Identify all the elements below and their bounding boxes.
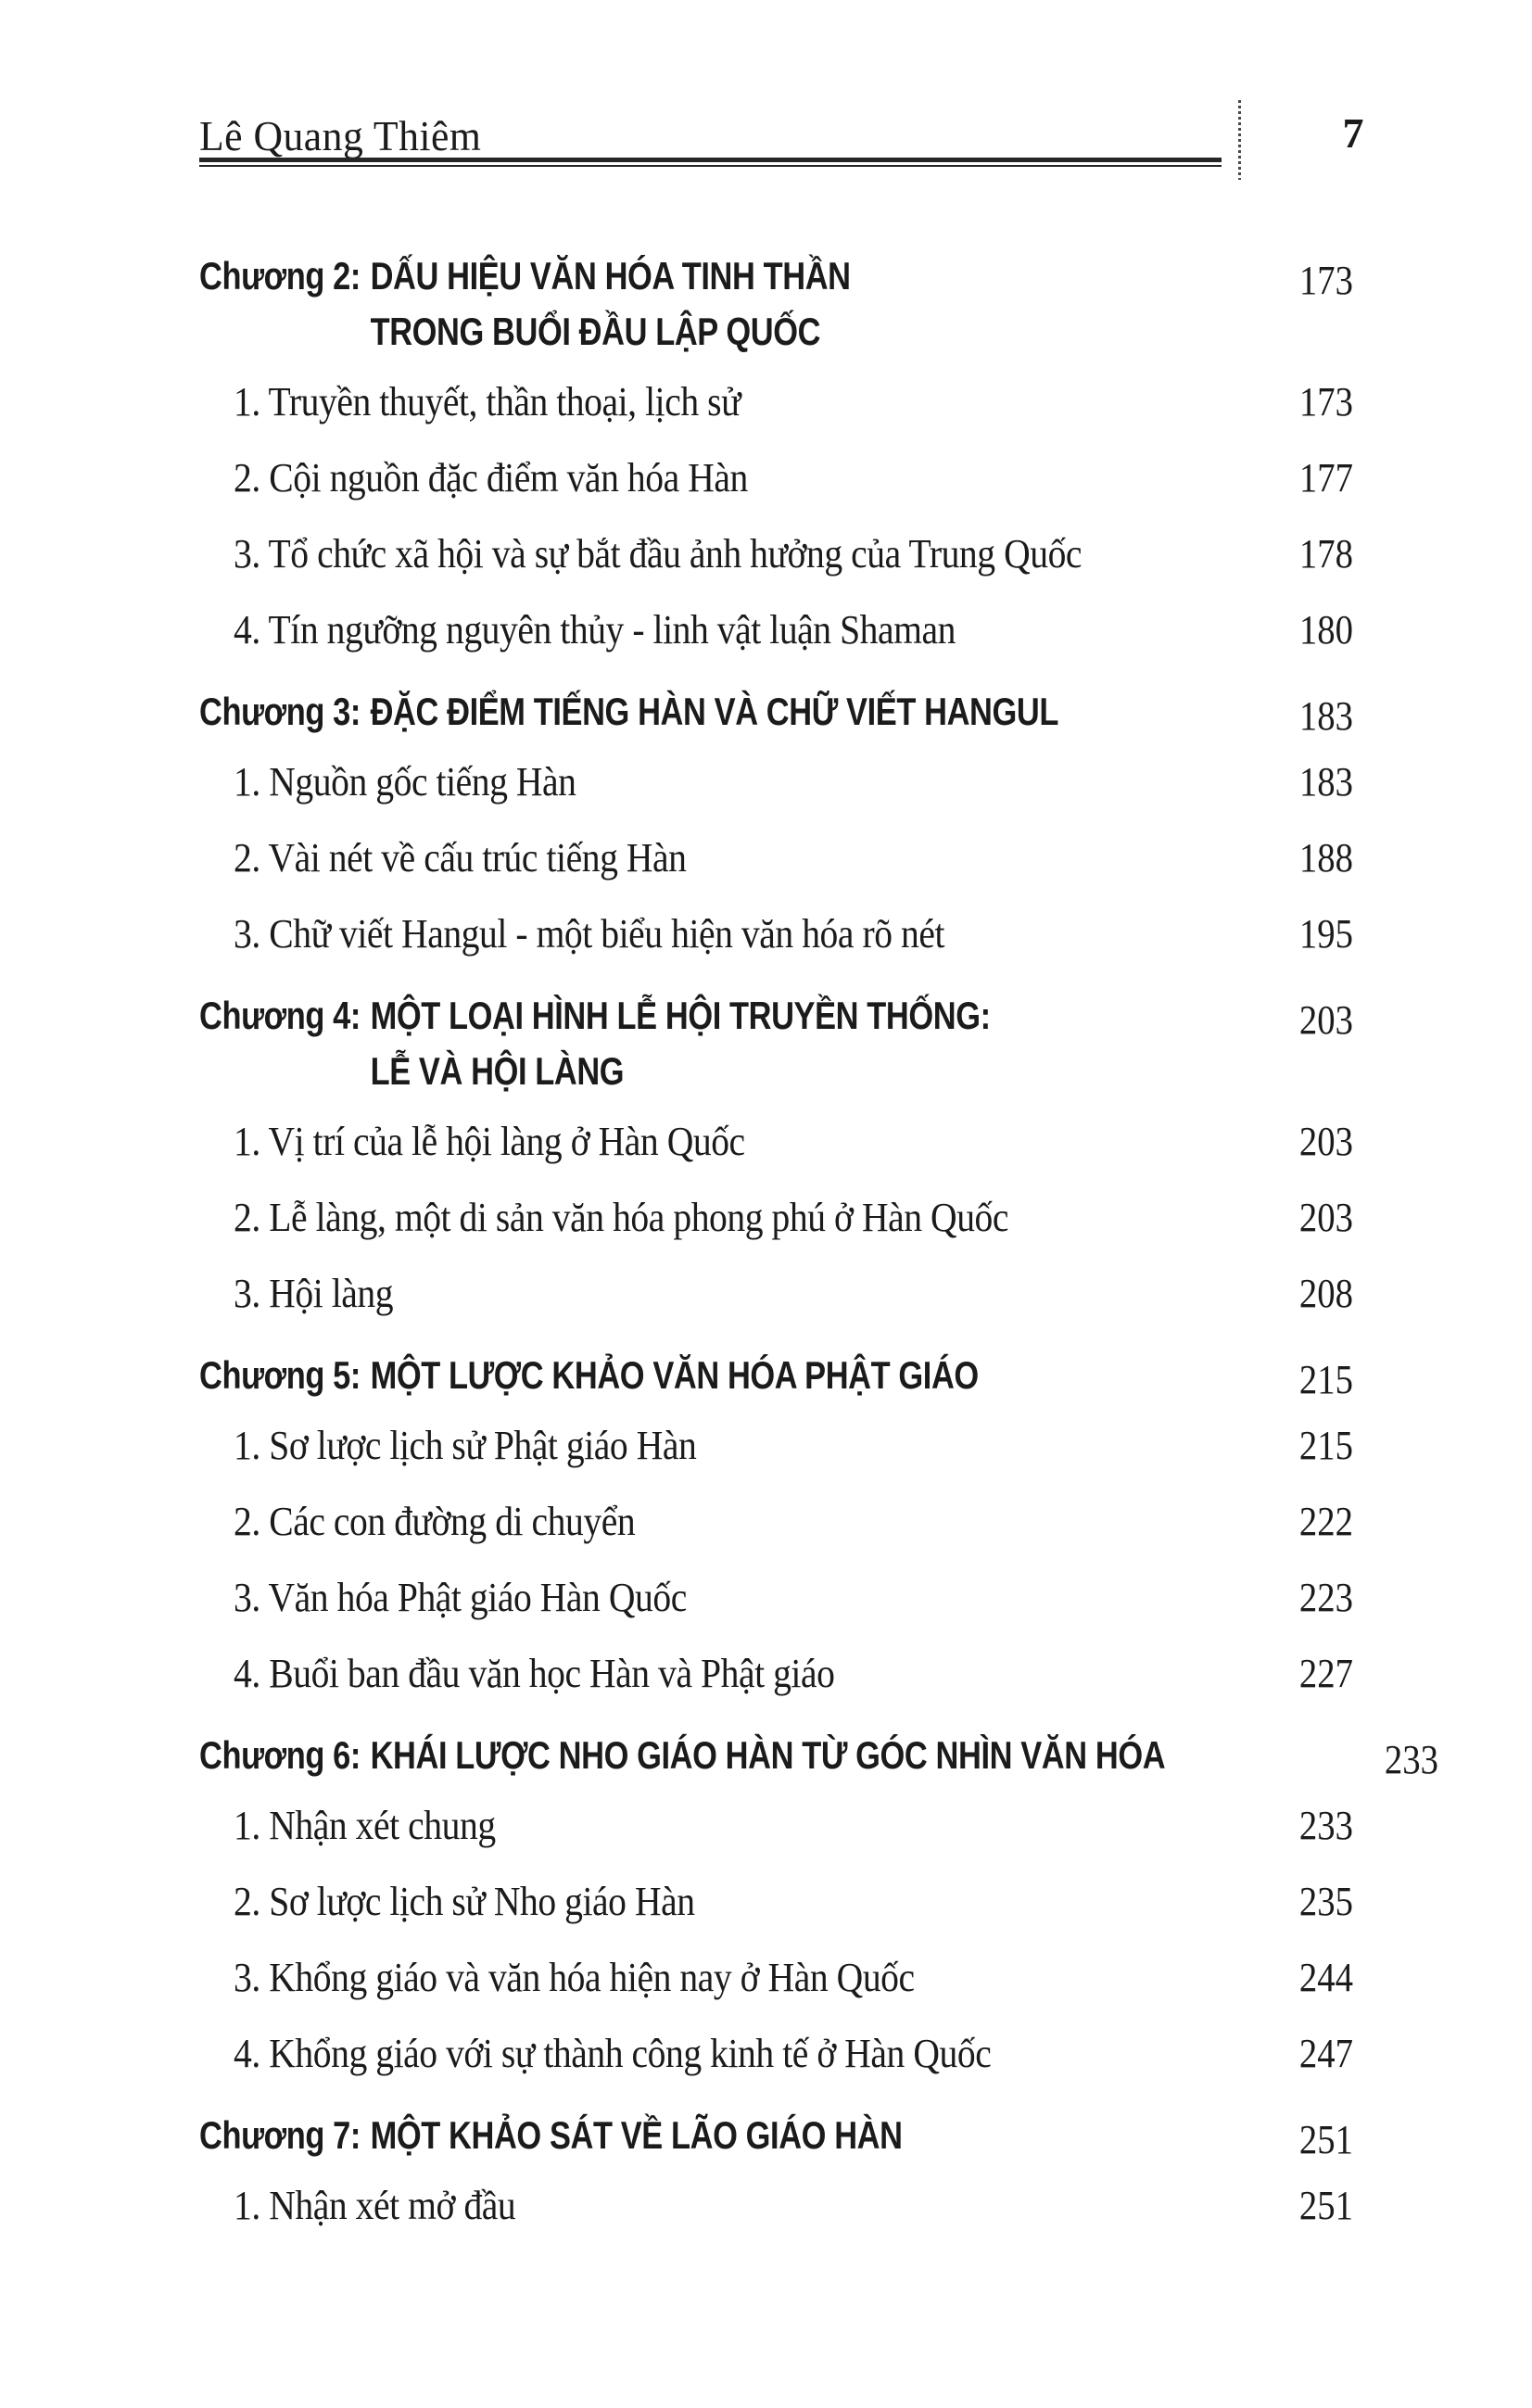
toc-chapter-heading-row	[199, 684, 1353, 740]
chapter-label: Chương 5:	[199, 1353, 361, 1397]
chapter-label: Chương 2:	[199, 254, 361, 298]
chapter-title-line-2: LỄ VÀ HỘI LÀNG	[370, 1049, 625, 1093]
toc-item-row	[199, 1196, 1353, 1240]
chapter-title	[371, 684, 1058, 740]
chapter-page-number: 173	[1298, 258, 1353, 303]
toc-item-page-number: 203	[1298, 1195, 1353, 1240]
toc-chapter-heading-row	[199, 2108, 1353, 2163]
toc-item-label: 2. Lễ làng, một di sản văn hóa phong phú ở Hàn Quốc	[234, 1195, 1009, 1240]
toc-chapter	[199, 684, 1353, 957]
toc-item-page-number: 195	[1298, 911, 1353, 957]
toc-chapter-items	[199, 2184, 1353, 2228]
toc-item-row	[199, 1576, 1353, 1620]
toc-item-page-number: 177	[1298, 455, 1353, 501]
chapter-label: Chương 7:	[199, 2113, 361, 2157]
chapter-heading	[199, 248, 1073, 360]
toc-item-label: 1. Nhận xét chung	[234, 1803, 496, 1848]
page-number: 7	[1342, 109, 1364, 157]
toc-item-row	[199, 1272, 1353, 1316]
toc-chapter-heading-row	[199, 1728, 1438, 1783]
chapter-title-line-1: ĐẶC ĐIỂM TIẾNG HÀN VÀ CHỮ VIẾT HANGUL	[370, 690, 1058, 733]
toc-item-label: 2. Vài nét về cấu trúc tiếng Hàn	[234, 835, 687, 881]
toc-item-page-number: 215	[1298, 1423, 1353, 1468]
toc-item-page-number: 208	[1298, 1271, 1353, 1316]
chapter-label: Chương 4:	[199, 994, 361, 1037]
toc-item-label: 1. Sơ lược lịch sử Phật giáo Hàn	[234, 1423, 697, 1468]
chapter-title-line-1: DẤU HIỆU VĂN HÓA TINH THẦN	[370, 254, 851, 298]
toc-item-label: 3. Tổ chức xã hội và sự bắt đầu ảnh hưởng của Trung Quốc	[234, 531, 1083, 577]
chapter-heading	[199, 684, 1073, 740]
chapter-title	[371, 1348, 979, 1403]
chapter-heading	[199, 1348, 1073, 1403]
toc-item-page-number: 244	[1298, 1955, 1353, 2000]
chapter-heading	[199, 1728, 1165, 1783]
chapter-page-number: 233	[1384, 1737, 1438, 1782]
toc-item-page-number: 223	[1298, 1575, 1353, 1620]
toc-item-label: 3. Khổng giáo và văn hóa hiện nay ở Hàn Quốc	[234, 1955, 915, 2000]
toc-chapter	[199, 1348, 1353, 1696]
toc-item-label: 2. Các con đường di chuyển	[234, 1499, 636, 1544]
toc-item-page-number: 183	[1298, 759, 1353, 805]
toc-chapter-items	[199, 1804, 1353, 2076]
toc-chapter-items	[199, 380, 1353, 653]
chapter-heading	[199, 2108, 1073, 2163]
toc-item-page-number: 180	[1298, 607, 1353, 653]
toc-item-row	[199, 1120, 1353, 1164]
toc-item-page-number: 173	[1298, 379, 1353, 425]
toc-item-label: 3. Chữ viết Hangul - một biểu hiện văn hóa rõ nét	[234, 911, 945, 957]
toc-item-row	[199, 532, 1353, 577]
toc-item-label: 2. Sơ lược lịch sử Nho giáo Hàn	[234, 1879, 695, 1924]
toc-item-page-number: 222	[1298, 1499, 1353, 1544]
toc-chapter-items	[199, 1424, 1353, 1696]
toc-chapter	[199, 1728, 1438, 2076]
toc-item-page-number: 247	[1298, 2031, 1353, 2076]
toc-item-row	[199, 1424, 1353, 1468]
chapter-title-line-1: MỘT KHẢO SÁT VỀ LÃO GIÁO HÀN	[370, 2113, 903, 2157]
toc-item-row	[199, 1956, 1353, 2000]
toc-chapter-heading-row	[199, 248, 1353, 360]
toc-item-label: 2. Cội nguồn đặc điểm văn hóa Hàn	[234, 455, 748, 501]
chapter-title	[371, 248, 851, 360]
chapter-heading	[199, 988, 1073, 1099]
toc-item-row	[199, 1880, 1353, 1924]
toc-item-label: 4. Tín ngưỡng nguyên thủy - linh vật luận Shaman	[234, 607, 956, 653]
toc-item-row	[199, 2032, 1353, 2076]
toc-item-row	[199, 1652, 1353, 1696]
chapter-label: Chương 3:	[199, 690, 361, 733]
toc-item-page-number: 178	[1298, 531, 1353, 577]
toc-item-row	[199, 1804, 1353, 1848]
toc-item-label: 4. Buổi ban đầu văn học Hàn và Phật giáo	[234, 1651, 835, 1696]
toc-item-row	[199, 836, 1353, 881]
toc-item-page-number: 251	[1298, 2183, 1353, 2228]
chapter-page-number: 251	[1298, 2117, 1353, 2162]
chapter-title-line-1: KHÁI LƯỢC NHO GIÁO HÀN TỪ GÓC NHÌN VĂN HÓA	[370, 1733, 1166, 1777]
toc-item-label: 3. Văn hóa Phật giáo Hàn Quốc	[234, 1575, 687, 1620]
chapter-page-number: 203	[1298, 997, 1353, 1043]
chapter-title-line-1: MỘT LƯỢC KHẢO VĂN HÓA PHẬT GIÁO	[370, 1353, 979, 1397]
toc-item-page-number: 188	[1298, 835, 1353, 881]
toc-chapter-heading-row	[199, 1348, 1353, 1403]
chapter-title-line-1: MỘT LOẠI HÌNH LỄ HỘI TRUYỀN THỐNG:	[370, 994, 991, 1037]
toc-item-row	[199, 912, 1353, 957]
toc-item-label: 1. Truyền thuyết, thần thoại, lịch sử	[234, 379, 741, 425]
chapter-title-line-2: TRONG BUỔI ĐẦU LẬP QUỐC	[370, 310, 821, 353]
chapter-title	[371, 2108, 903, 2163]
toc-item-row	[199, 1500, 1353, 1544]
toc-item-row	[199, 380, 1353, 425]
toc-chapter	[199, 2108, 1353, 2228]
toc-item-page-number: 203	[1298, 1119, 1353, 1164]
toc-item-row	[199, 608, 1353, 653]
toc-item-page-number: 233	[1298, 1803, 1353, 1848]
toc-chapter-items	[199, 760, 1353, 957]
toc-item-row	[199, 760, 1353, 805]
toc-chapter	[199, 988, 1353, 1316]
toc-chapter-heading-row	[199, 988, 1353, 1099]
toc-item-label: 3. Hội làng	[234, 1271, 394, 1316]
running-header-author: Lê Quang Thiêm	[199, 112, 482, 159]
toc-chapter	[199, 248, 1353, 653]
toc-item-label: 1. Vị trí của lễ hội làng ở Hàn Quốc	[234, 1119, 745, 1164]
chapter-page-number: 215	[1298, 1357, 1353, 1402]
toc-item-page-number: 235	[1298, 1879, 1353, 1924]
chapter-title	[371, 1728, 1166, 1783]
toc-item-label: 4. Khổng giáo với sự thành công kinh tế ở Hàn Quốc	[234, 2031, 992, 2076]
toc-item-row	[199, 456, 1353, 501]
toc-item-label: 1. Nguồn gốc tiếng Hàn	[234, 759, 576, 805]
chapter-title	[371, 988, 991, 1099]
chapter-page-number: 183	[1298, 693, 1353, 739]
chapter-label: Chương 6:	[199, 1733, 361, 1777]
toc-chapter-items	[199, 1120, 1353, 1316]
toc-item-label: 1. Nhận xét mở đầu	[234, 2183, 516, 2228]
toc-item-page-number: 227	[1298, 1651, 1353, 1696]
toc-item-row	[199, 2184, 1353, 2228]
